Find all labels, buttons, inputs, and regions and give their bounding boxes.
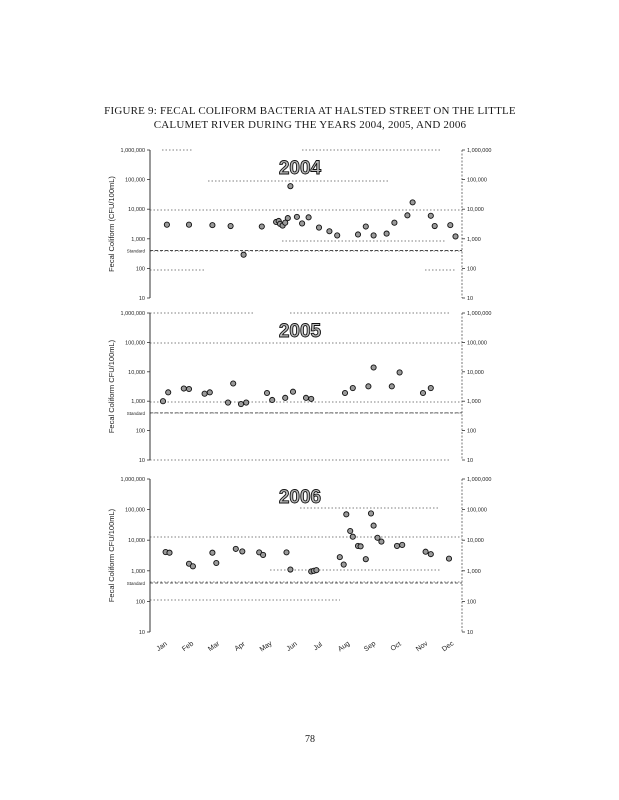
data-point bbox=[288, 567, 293, 572]
standard-label: Standard bbox=[126, 248, 145, 254]
x-tick-label: Oct bbox=[389, 640, 403, 653]
y-tick-label-left: 100 bbox=[135, 428, 145, 435]
y-tick-label-right: 100,000 bbox=[467, 177, 487, 184]
y-tick-label-left: 100 bbox=[135, 599, 145, 606]
data-point bbox=[400, 542, 405, 547]
data-point bbox=[420, 390, 425, 395]
data-point bbox=[190, 564, 195, 569]
year-label: 2006 bbox=[278, 487, 322, 508]
data-point bbox=[238, 401, 243, 406]
data-point bbox=[392, 220, 397, 225]
data-point bbox=[316, 225, 321, 230]
y-tick-label-left: 100,000 bbox=[125, 507, 145, 514]
y-tick-label-right: 10 bbox=[467, 458, 474, 464]
data-point bbox=[309, 396, 314, 401]
data-point bbox=[264, 390, 269, 395]
figure-title-line1: FIGURE 9: FECAL COLIFORM BACTERIA AT HALSTED STREET ON THE LITTLE bbox=[104, 105, 516, 117]
data-point bbox=[428, 213, 433, 218]
standard-label: Standard bbox=[126, 410, 145, 416]
x-tick-label: Sep bbox=[363, 640, 378, 654]
data-point bbox=[181, 386, 186, 391]
data-point bbox=[363, 557, 368, 562]
data-point bbox=[294, 214, 299, 219]
data-point bbox=[335, 233, 340, 238]
data-point bbox=[207, 390, 212, 395]
data-point bbox=[284, 550, 289, 555]
x-tick-label: May bbox=[258, 640, 274, 654]
y-tick-label-right: 100,000 bbox=[467, 340, 487, 347]
y-tick-label-right: 10,000 bbox=[467, 207, 484, 214]
year-label: 2005 bbox=[278, 321, 322, 342]
y-tick-label-right: 1,000 bbox=[467, 399, 481, 406]
x-tick-label: Aug bbox=[337, 640, 352, 654]
y-tick-label-right: 100 bbox=[467, 599, 477, 606]
data-point bbox=[344, 512, 349, 517]
standard-label: Standard bbox=[126, 580, 145, 586]
y-tick-label-left: 10 bbox=[138, 630, 145, 636]
data-point bbox=[448, 223, 453, 228]
data-point bbox=[446, 556, 451, 561]
x-tick-label: Apr bbox=[233, 640, 247, 653]
data-point bbox=[186, 222, 191, 227]
data-point bbox=[366, 384, 371, 389]
data-point bbox=[241, 252, 246, 257]
x-tick-label: Feb bbox=[181, 640, 196, 654]
data-point bbox=[327, 229, 332, 234]
data-point bbox=[160, 399, 165, 404]
y-tick-label-left: 10,000 bbox=[128, 538, 145, 545]
y-tick-label-right: 1,000,000 bbox=[467, 148, 492, 154]
y-tick-label-left: 1,000,000 bbox=[120, 148, 145, 154]
data-point bbox=[202, 391, 207, 396]
y-tick-label-right: 100 bbox=[467, 428, 477, 435]
data-point bbox=[186, 386, 191, 391]
y-tick-label-right: 1,000,000 bbox=[467, 477, 492, 483]
data-point bbox=[233, 546, 238, 551]
y-tick-label-right: 10,000 bbox=[467, 538, 484, 545]
data-point bbox=[214, 560, 219, 565]
data-point bbox=[166, 390, 171, 395]
y-tick-label-right: 10,000 bbox=[467, 369, 484, 376]
data-point bbox=[379, 539, 384, 544]
y-tick-label-right: 10 bbox=[467, 630, 474, 636]
y-tick-label-left: 1,000 bbox=[131, 399, 145, 406]
data-point bbox=[341, 562, 346, 567]
y-tick-label-left: 10 bbox=[138, 458, 145, 464]
data-point bbox=[428, 385, 433, 390]
data-point bbox=[285, 216, 290, 221]
chart-panel-2004 bbox=[107, 148, 491, 302]
y-tick-label-right: 100 bbox=[467, 266, 477, 273]
data-point bbox=[342, 390, 347, 395]
data-point bbox=[394, 543, 399, 548]
data-point bbox=[371, 523, 376, 528]
data-point bbox=[363, 224, 368, 229]
y-tick-label-left: 10,000 bbox=[128, 207, 145, 214]
data-point bbox=[306, 215, 311, 220]
data-point bbox=[368, 511, 373, 516]
data-point bbox=[261, 552, 266, 557]
data-point bbox=[355, 232, 360, 237]
x-tick-label: Jun bbox=[285, 640, 299, 653]
data-point bbox=[410, 200, 415, 205]
y-tick-label-right: 100,000 bbox=[467, 507, 487, 514]
x-tick-label: Nov bbox=[415, 640, 430, 654]
data-point bbox=[303, 395, 308, 400]
data-point bbox=[270, 397, 275, 402]
y-tick-label-left: 10,000 bbox=[128, 369, 145, 376]
y-tick-label-left: 100 bbox=[135, 266, 145, 273]
data-point bbox=[259, 224, 264, 229]
y-tick-label-left: 100,000 bbox=[125, 340, 145, 347]
data-point bbox=[167, 550, 172, 555]
x-tick-label: Mar bbox=[207, 640, 222, 654]
x-tick-label: Jan bbox=[155, 640, 169, 653]
data-point bbox=[210, 550, 215, 555]
figure-title-line2: CALUMET RIVER DURING THE YEARS 2004, 2005, AND 2006 bbox=[153, 119, 467, 131]
y-tick-label-right: 1,000 bbox=[467, 236, 481, 243]
data-point bbox=[240, 549, 245, 554]
data-point bbox=[244, 400, 249, 405]
data-point bbox=[358, 544, 363, 549]
data-point bbox=[337, 555, 342, 560]
data-point bbox=[210, 223, 215, 228]
chart-panel-2006 bbox=[107, 477, 491, 653]
y-tick-label-right: 1,000 bbox=[467, 568, 481, 575]
y-tick-label-left: 1,000,000 bbox=[120, 477, 145, 483]
y-tick-label-left: 1,000,000 bbox=[120, 311, 145, 317]
data-point bbox=[405, 213, 410, 218]
data-point bbox=[225, 400, 230, 405]
data-point bbox=[228, 223, 233, 228]
data-point bbox=[314, 568, 319, 573]
data-point bbox=[350, 385, 355, 390]
y-axis-title: Fecal Coliform (CFU/100mL) bbox=[107, 176, 116, 272]
data-point bbox=[288, 184, 293, 189]
data-point bbox=[384, 231, 389, 236]
y-axis-title: Fecal Coliform CFU/100mL) bbox=[107, 339, 116, 434]
data-point bbox=[300, 221, 305, 226]
data-point bbox=[453, 234, 458, 239]
data-point bbox=[371, 233, 376, 238]
data-point bbox=[231, 381, 236, 386]
y-tick-label-right: 1,000,000 bbox=[467, 311, 492, 317]
data-point bbox=[283, 395, 288, 400]
y-axis-title: Fecal Coliform CFU/100mL) bbox=[107, 508, 116, 603]
chart-panel-2005 bbox=[107, 311, 491, 464]
data-point bbox=[290, 389, 295, 394]
y-tick-label-left: 1,000 bbox=[131, 236, 145, 243]
x-tick-label: Dec bbox=[441, 640, 456, 654]
x-tick-label: Jul bbox=[312, 641, 324, 653]
data-point bbox=[397, 370, 402, 375]
y-tick-label-right: 10 bbox=[467, 296, 474, 302]
data-point bbox=[389, 384, 394, 389]
data-point bbox=[371, 365, 376, 370]
data-point bbox=[432, 223, 437, 228]
year-label: 2004 bbox=[278, 158, 322, 179]
data-point bbox=[350, 534, 355, 539]
data-point bbox=[428, 552, 433, 557]
y-tick-label-left: 1,000 bbox=[131, 568, 145, 575]
data-point bbox=[423, 549, 428, 554]
data-point bbox=[164, 222, 169, 227]
y-tick-label-left: 10 bbox=[138, 296, 145, 302]
page-number: 78 bbox=[305, 734, 315, 745]
y-tick-label-left: 100,000 bbox=[125, 177, 145, 184]
data-point bbox=[348, 528, 353, 533]
